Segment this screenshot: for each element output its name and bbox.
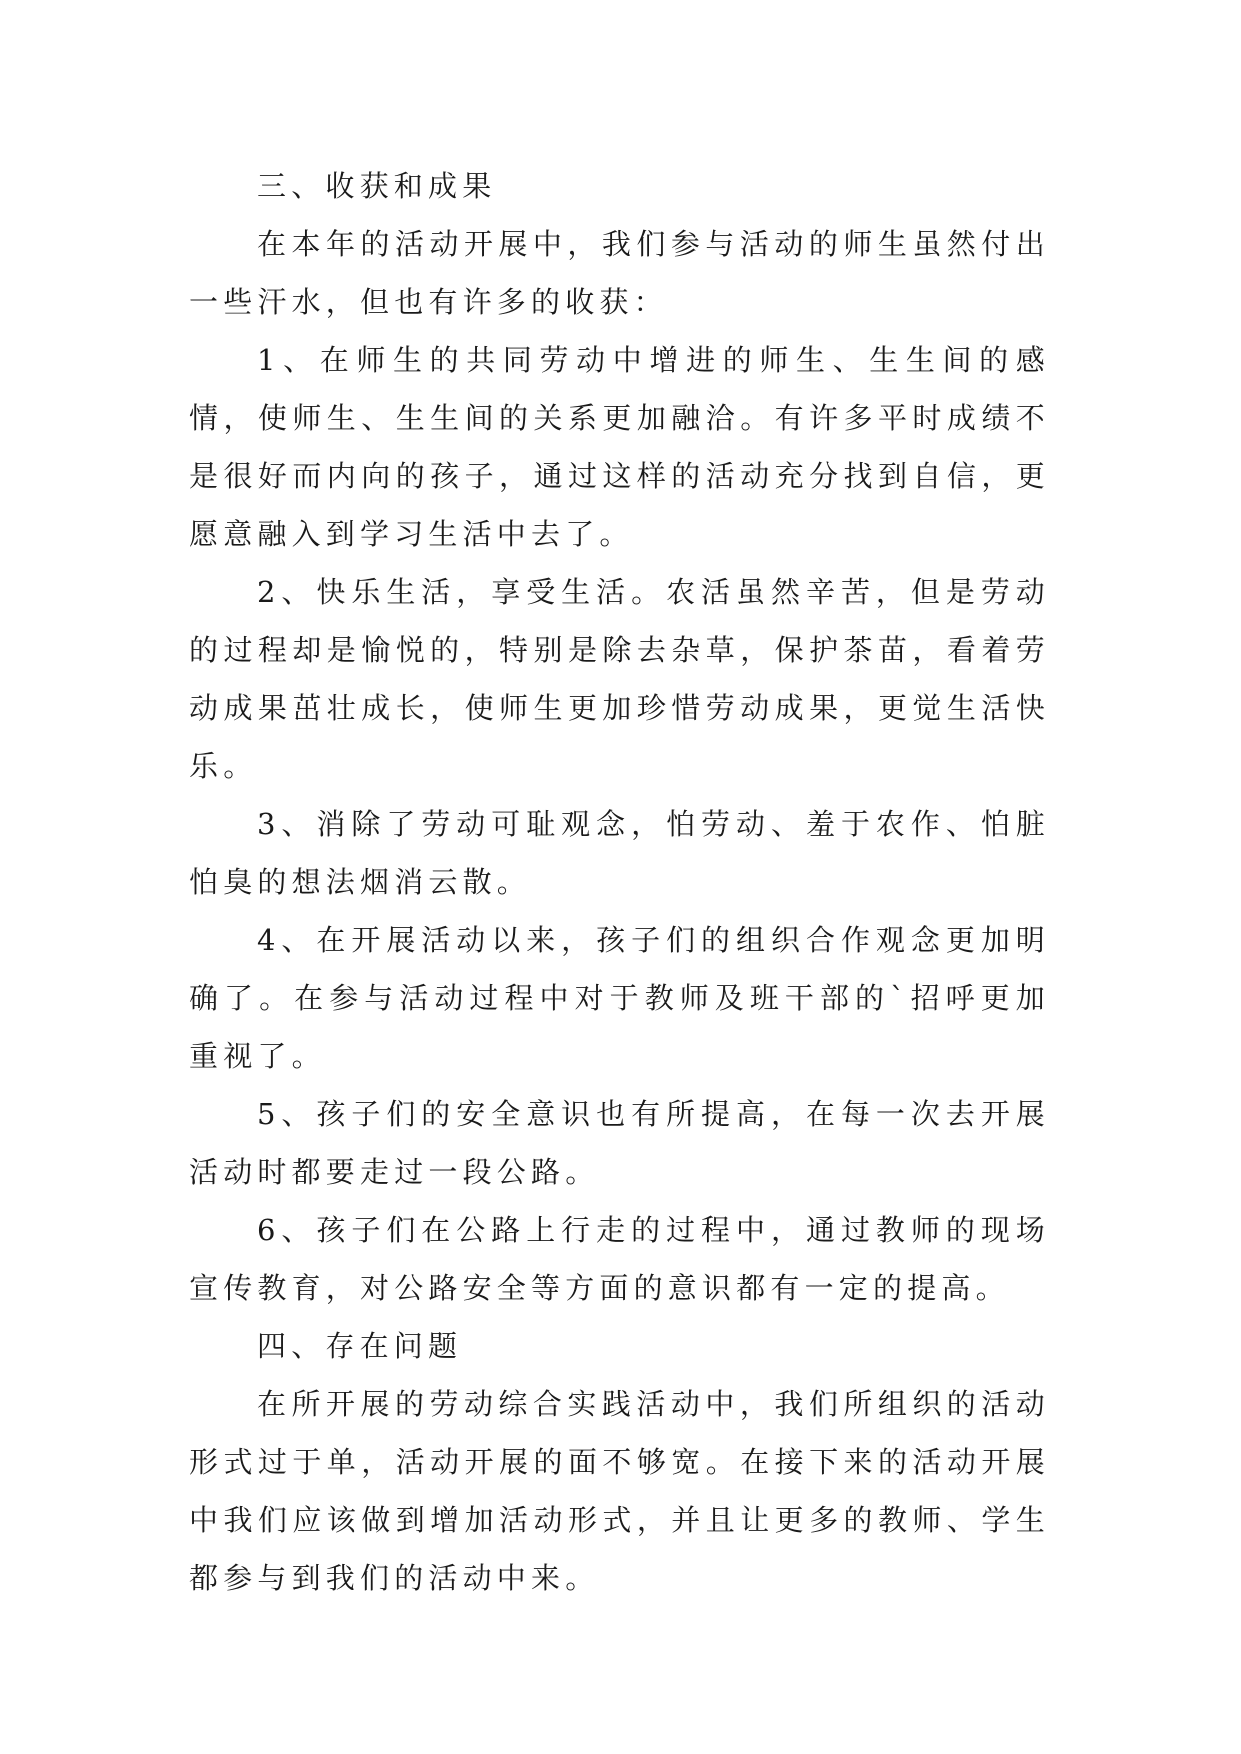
document-body [189, 157, 1050, 1607]
section-heading-problems: 四、存在问题 [257, 1329, 463, 1363]
harvest-item-6: 6、孩子们在公路上行走的过程中，通过教师的现场宣传教育，对公路安全等方面的意识都有一定的提高。 [189, 1213, 1050, 1305]
harvest-item-3: 3、消除了劳动可耻观念，怕劳动、羞于农作、怕脏怕臭的想法烟消云散。 [189, 807, 1050, 899]
harvest-item-2: 2、快乐生活，享受生活。农活虽然辛苦，但是劳动的过程却是愉悦的，特别是除去杂草，保护茶苗，看着劳动成果茁壮成长，使师生更加珍惜劳动成果，更觉生活快乐。 [189, 575, 1050, 783]
section-heading-harvest: 三、收获和成果 [257, 169, 497, 203]
problems-paragraph: 在所开展的劳动综合实践活动中，我们所组织的活动形式过于单，活动开展的面不够宽。在接下来的活动开展中我们应该做到增加活动形式，并且让更多的教师、学生都参与到我们的活动中来。 [189, 1387, 1050, 1595]
section-intro-paragraph: 在本年的活动开展中，我们参与活动的师生虽然付出一些汗水，但也有许多的收获： [189, 227, 1050, 319]
harvest-item-1: 1、在师生的共同劳动中增进的师生、生生间的感情，使师生、生生间的关系更加融洽。有许多平时成绩不是很好而内向的孩子，通过这样的活动充分找到自信，更愿意融入到学习生活中去了。 [189, 343, 1050, 551]
harvest-item-5: 5、孩子们的安全意识也有所提高，在每一次去开展活动时都要走过一段公路。 [189, 1097, 1050, 1189]
harvest-item-4: 4、在开展活动以来，孩子们的组织合作观念更加明确了。在参与活动过程中对于教师及班干部的`招呼更加重视了。 [189, 923, 1050, 1073]
